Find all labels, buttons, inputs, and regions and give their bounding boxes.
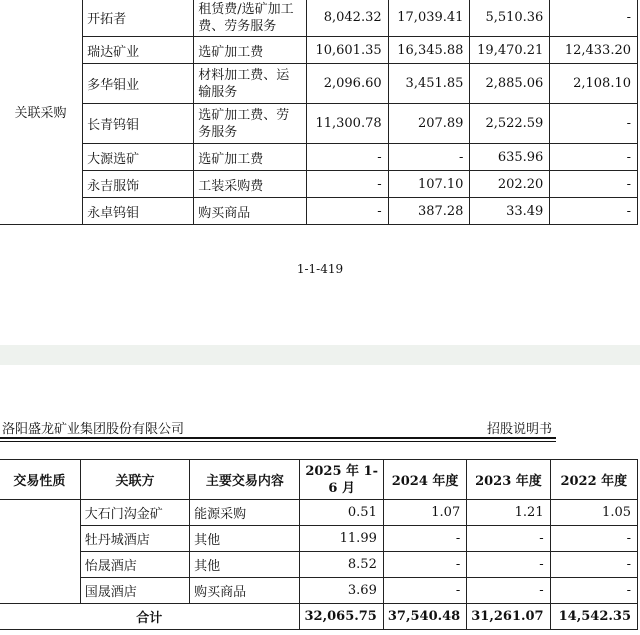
value-cell: - <box>306 171 388 198</box>
value-cell: - <box>383 552 466 578</box>
value-cell: 3,451.85 <box>388 64 470 104</box>
content-cell: 购买商品 <box>194 198 307 225</box>
value-cell: 0.51 <box>300 500 383 526</box>
value-cell: 2,885.06 <box>470 64 550 104</box>
content-cell: 选矿加工费 <box>194 144 307 171</box>
party-cell: 大源选矿 <box>83 144 194 171</box>
value-cell: - <box>306 198 388 225</box>
table-row <box>0 64 638 104</box>
col-header-2023: 2023 年度 <box>467 460 550 500</box>
value-cell: - <box>467 552 550 578</box>
value-cell: 1.07 <box>383 500 466 526</box>
value-cell: 11,300.78 <box>306 104 388 144</box>
value-cell: 2,108.10 <box>550 64 638 104</box>
party-cell: 大石门沟金矿 <box>80 500 189 526</box>
value-cell: 16,345.88 <box>388 37 470 64</box>
content-cell: 选矿加工费 <box>194 37 307 64</box>
value-cell: - <box>550 578 637 604</box>
value-cell: 1.05 <box>550 500 637 526</box>
page-gap <box>0 345 640 365</box>
col-header-party: 关联方 <box>80 460 189 500</box>
value-cell: 1.21 <box>467 500 550 526</box>
table-row <box>0 552 638 578</box>
value-cell: - <box>467 578 550 604</box>
value-cell: 2,522.59 <box>470 104 550 144</box>
table-row <box>0 198 638 225</box>
col-header-nature: 交易性质 <box>0 460 80 500</box>
value-cell: 207.89 <box>388 104 470 144</box>
party-cell: 多华钼业 <box>83 64 194 104</box>
value-cell: - <box>550 0 638 37</box>
col-header-2022: 2022 年度 <box>550 460 637 500</box>
col-header-2025h1: 2025 年 1-6 月 <box>300 460 383 500</box>
value-cell: - <box>550 171 638 198</box>
header-rule-thin <box>0 441 556 442</box>
content-cell: 能源采购 <box>190 500 300 526</box>
related-transaction-table <box>0 459 638 630</box>
col-header-2024: 2024 年度 <box>383 460 466 500</box>
value-cell: 33.49 <box>470 198 550 225</box>
party-cell: 永卓钨钼 <box>83 198 194 225</box>
value-cell: 107.10 <box>388 171 470 198</box>
content-cell: 其他 <box>190 526 300 552</box>
party-cell: 牡丹城酒店 <box>80 526 189 552</box>
table-row <box>0 578 638 604</box>
party-cell: 开拓者 <box>83 0 194 37</box>
value-cell: - <box>550 552 637 578</box>
content-cell: 材料加工费、运输服务 <box>194 64 307 104</box>
value-cell: 10,601.35 <box>306 37 388 64</box>
value-cell: 17,039.41 <box>388 0 470 37</box>
total-value: 37,540.48 <box>383 604 466 630</box>
value-cell: - <box>383 578 466 604</box>
table-row <box>0 144 638 171</box>
total-value: 32,065.75 <box>300 604 383 630</box>
table-row <box>0 37 638 64</box>
table-row <box>0 104 638 144</box>
nature-cell <box>0 500 80 604</box>
value-cell: 2,096.60 <box>306 64 388 104</box>
value-cell: - <box>306 144 388 171</box>
value-cell: 387.28 <box>388 198 470 225</box>
value-cell: - <box>550 144 638 171</box>
value-cell: 12,433.20 <box>550 37 638 64</box>
party-cell: 永吉服饰 <box>83 171 194 198</box>
value-cell: 19,470.21 <box>470 37 550 64</box>
value-cell: - <box>550 104 638 144</box>
value-cell: - <box>383 526 466 552</box>
document-title: 招股说明书 <box>486 422 552 437</box>
content-cell: 选矿加工费、劳务服务 <box>194 104 307 144</box>
page-number: 1-1-419 <box>296 262 344 276</box>
value-cell: 8,042.32 <box>306 0 388 37</box>
total-value: 31,261.07 <box>467 604 550 630</box>
company-name: 洛阳盛龙矿业集团股份有限公司 <box>2 422 185 437</box>
value-cell: 8.52 <box>300 552 383 578</box>
value-cell: 11.99 <box>300 526 383 552</box>
value-cell: - <box>467 526 550 552</box>
col-header-content: 主要交易内容 <box>190 460 300 500</box>
table-row <box>0 500 638 526</box>
party-cell: 怡晟酒店 <box>80 552 189 578</box>
content-cell: 租赁费/选矿加工费、劳务服务 <box>194 0 307 37</box>
group-label: 关联采购 <box>0 0 83 225</box>
total-value: 14,542.35 <box>550 604 637 630</box>
table-row <box>0 0 638 37</box>
value-cell: 202.20 <box>470 171 550 198</box>
total-row <box>0 604 638 630</box>
content-cell: 其他 <box>190 552 300 578</box>
value-cell: - <box>388 144 470 171</box>
value-cell: - <box>550 526 637 552</box>
value-cell: 3.69 <box>300 578 383 604</box>
value-cell: - <box>550 198 638 225</box>
content-cell: 购买商品 <box>190 578 300 604</box>
table-header-row <box>0 460 638 500</box>
table-row <box>0 526 638 552</box>
content-cell: 工装采购费 <box>194 171 307 198</box>
table-row <box>0 171 638 198</box>
header-rule <box>0 437 556 439</box>
related-purchase-table-top <box>0 0 638 225</box>
value-cell: 635.96 <box>470 144 550 171</box>
party-cell: 瑞达矿业 <box>83 37 194 64</box>
party-cell: 长青钨钼 <box>83 104 194 144</box>
total-label: 合计 <box>0 604 300 630</box>
party-cell: 国晟酒店 <box>80 578 189 604</box>
value-cell: 5,510.36 <box>470 0 550 37</box>
